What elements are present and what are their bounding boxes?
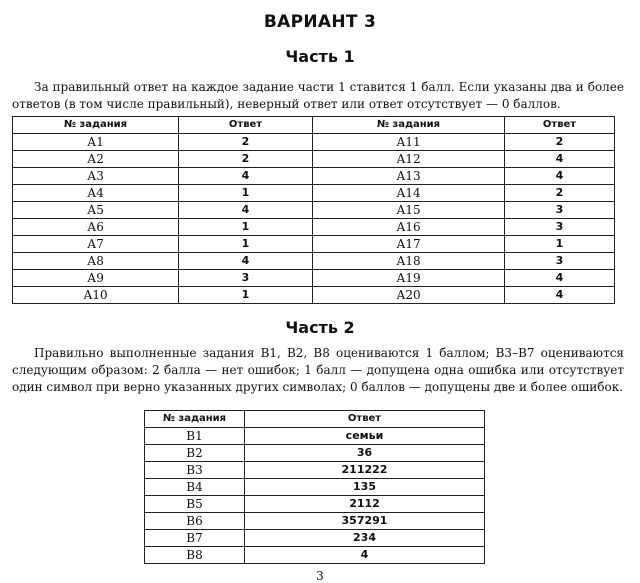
- part2-intro-paragraph: Правильно выполненные задания В1, В2, В8 оцениваются 1 баллом; В3–В7 оцениваются следующим образом: 2 балла — нет ошибок; 1 балл — допущена одна ошибка или отсутствует один символ при верно указанных других символах; 0 баллов — допущены две и более ошибок.: [12, 346, 624, 394]
- table-row: [13, 151, 615, 168]
- task-number-cell: А9: [13, 270, 179, 287]
- task-number-cell: В3: [145, 462, 245, 479]
- table-row: [13, 219, 615, 236]
- task-number-cell: А19: [313, 270, 505, 287]
- table-row: [145, 530, 485, 547]
- table-header-row: [13, 117, 615, 134]
- answer-cell: 135: [245, 479, 485, 496]
- answer-cell: 357291: [245, 513, 485, 530]
- answer-cell: 4: [505, 287, 615, 304]
- part2-title: Часть 2: [285, 318, 355, 337]
- table-header-row: [145, 411, 485, 428]
- column-header-answer: Ответ: [179, 117, 313, 134]
- answer-cell: 3: [505, 253, 615, 270]
- table-row: [145, 547, 485, 564]
- column-header-task: № задания: [145, 411, 245, 428]
- column-header-task: № задания: [13, 117, 179, 134]
- page-number: 3: [316, 569, 324, 583]
- answer-cell: 1: [179, 219, 313, 236]
- table-row: [145, 462, 485, 479]
- answer-cell: 234: [245, 530, 485, 547]
- table-row: [145, 479, 485, 496]
- answer-cell: 3: [179, 270, 313, 287]
- part1-intro-paragraph: За правильный ответ на каждое задание части 1 ставится 1 балл. Если указаны два и более ответов (в том числе правильный), неверный ответ или ответ отсутствует — 0 баллов.: [12, 80, 624, 111]
- table-row: [145, 428, 485, 445]
- answer-cell: 4: [179, 202, 313, 219]
- table-row: [13, 168, 615, 185]
- column-header-answer: Ответ: [245, 411, 485, 428]
- task-number-cell: А3: [13, 168, 179, 185]
- answer-cell: 3: [505, 219, 615, 236]
- answer-cell: 211222: [245, 462, 485, 479]
- answer-cell: 2: [179, 151, 313, 168]
- task-number-cell: А6: [13, 219, 179, 236]
- table-row: [13, 236, 615, 253]
- table-row: [13, 270, 615, 287]
- answer-cell: 1: [179, 287, 313, 304]
- task-number-cell: В2: [145, 445, 245, 462]
- task-number-cell: А5: [13, 202, 179, 219]
- task-number-cell: В5: [145, 496, 245, 513]
- task-number-cell: А20: [313, 287, 505, 304]
- task-number-cell: А18: [313, 253, 505, 270]
- answer-cell: 3: [505, 202, 615, 219]
- answer-cell: 4: [505, 270, 615, 287]
- table-row: [145, 445, 485, 462]
- table-row: [13, 185, 615, 202]
- variant-title: ВАРИАНТ 3: [263, 12, 377, 32]
- answer-cell: 4: [505, 168, 615, 185]
- answer-cell: 4: [179, 253, 313, 270]
- answer-cell: 2: [505, 134, 615, 151]
- column-header-answer: Ответ: [505, 117, 615, 134]
- table-row: [13, 134, 615, 151]
- task-number-cell: А8: [13, 253, 179, 270]
- task-number-cell: В4: [145, 479, 245, 496]
- task-number-cell: А4: [13, 185, 179, 202]
- part2-answer-table: [144, 410, 485, 564]
- task-number-cell: А15: [313, 202, 505, 219]
- part1-title: Часть 1: [285, 47, 355, 66]
- answer-cell: 4: [245, 547, 485, 564]
- answer-cell: 4: [179, 168, 313, 185]
- answer-cell: 1: [179, 185, 313, 202]
- task-number-cell: А14: [313, 185, 505, 202]
- answer-cell: 4: [505, 151, 615, 168]
- table-row: [145, 513, 485, 530]
- task-number-cell: А11: [313, 134, 505, 151]
- answer-cell: семьи: [245, 428, 485, 445]
- task-number-cell: А17: [313, 236, 505, 253]
- answer-cell: 1: [505, 236, 615, 253]
- answer-cell: 2: [505, 185, 615, 202]
- task-number-cell: В6: [145, 513, 245, 530]
- column-header-task: № задания: [313, 117, 505, 134]
- task-number-cell: А10: [13, 287, 179, 304]
- task-number-cell: А12: [313, 151, 505, 168]
- task-number-cell: А1: [13, 134, 179, 151]
- task-number-cell: А13: [313, 168, 505, 185]
- part1-answer-table: [12, 116, 615, 304]
- table-row: [13, 202, 615, 219]
- table-row: [13, 253, 615, 270]
- table-row: [145, 496, 485, 513]
- task-number-cell: В1: [145, 428, 245, 445]
- task-number-cell: А16: [313, 219, 505, 236]
- table-row: [13, 287, 615, 304]
- answer-cell: 2: [179, 134, 313, 151]
- task-number-cell: В7: [145, 530, 245, 547]
- task-number-cell: А7: [13, 236, 179, 253]
- task-number-cell: В8: [145, 547, 245, 564]
- answer-cell: 1: [179, 236, 313, 253]
- answer-cell: 2112: [245, 496, 485, 513]
- answer-cell: 36: [245, 445, 485, 462]
- task-number-cell: А2: [13, 151, 179, 168]
